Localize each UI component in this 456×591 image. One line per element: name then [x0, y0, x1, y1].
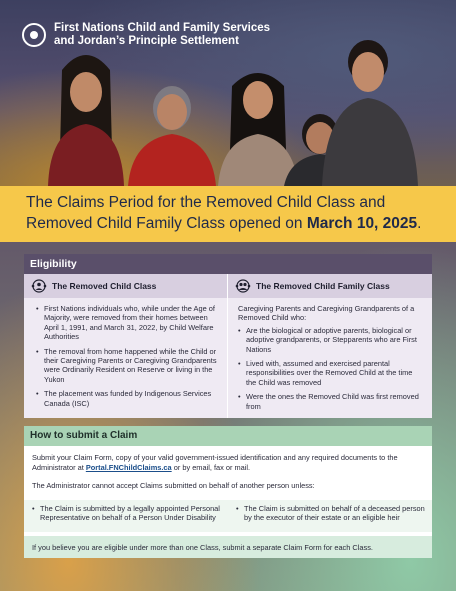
org-logo-icon	[22, 23, 46, 47]
on-behalf-notice: The Administrator cannot accept Claims submitted on behalf of another person unless:	[32, 481, 315, 490]
multiple-class-notice: If you believe you are eligible under more than one Class, submit a separate Claim Form for each Class.	[24, 536, 432, 558]
hero-photo	[0, 0, 456, 186]
submit-instructions	[24, 446, 432, 473]
submit-instructions-start: Submit your Claim Form, copy of your valid government-issued identification and any required documents to the Administrator at	[32, 453, 398, 472]
submit-claim-title: How to submit a Claim	[24, 426, 432, 446]
headline-date: March 10, 2025	[306, 215, 418, 232]
removed-child-family-column	[228, 274, 432, 418]
eligibility-title: Eligibility	[24, 254, 432, 274]
removed-child-list	[24, 298, 227, 408]
headline	[26, 192, 436, 234]
eligibility-card	[24, 254, 432, 418]
list-item: • The removal from home happened while the Child or their Caregiving Parents or Caregiving Grandparents were Ordinarily Resident on Reserve or living in the Yukon	[36, 347, 219, 385]
removed-child-family-heading	[228, 274, 432, 298]
list-item: • The placement was funded by Indigenous Services Canada (ISC)	[36, 389, 219, 408]
list-item: • Lived with, assumed and exercised parental responsibilities over the Removed Child at the time the Child was removed	[238, 359, 424, 387]
exceptions-panel	[24, 500, 432, 532]
family-icon	[234, 279, 252, 293]
exception-list-right	[228, 500, 432, 532]
removed-child-family-intro: Caregiving Parents and Caregiving Grandparents of a Removed Child who:	[238, 304, 415, 323]
list-item: • The Claim is submitted by a legally appointed Personal Representative on behalf of a Person Under Disability	[32, 504, 222, 523]
exception-list-left	[24, 500, 228, 532]
list-item: • The Claim is submitted on behalf of a deceased person by the executor of their estate or an eligible heir	[236, 504, 426, 523]
org-logo	[22, 22, 270, 48]
org-name-line2: and Jordan’s Principle Settlement	[54, 35, 239, 47]
claims-portal-link[interactable]: Portal.FNChildClaims.ca	[85, 463, 172, 472]
removed-child-heading	[24, 274, 227, 298]
removed-child-family-list	[228, 323, 432, 411]
org-name	[54, 22, 270, 48]
removed-child-heading-text: The Removed Child Class	[52, 281, 157, 291]
list-item: • Are the biological or adoptive parents, biological or adoptive grandparents, or Stepparents who are First Nations	[238, 326, 424, 354]
people-icon	[30, 279, 48, 293]
submit-instructions-end: or by email, fax or mail.	[171, 463, 251, 472]
list-item: • First Nations individuals who, while under the Age of Majority, were removed from their homes between April 1, 1991, and March 31, 2022, by Child Welfare Authorities	[36, 304, 219, 342]
headline-end: .	[417, 215, 422, 232]
submit-claim-section	[24, 426, 432, 558]
headline-text: The Claims Period for the Removed Child Class and Removed Child Family Class opened on	[26, 194, 386, 232]
removed-child-column	[24, 274, 228, 418]
org-name-line1: First Nations Child and Family Services	[54, 22, 271, 34]
removed-child-family-heading-text: The Removed Child Family Class	[256, 281, 390, 291]
list-item: • Were the ones the Removed Child was first removed from	[238, 392, 424, 411]
